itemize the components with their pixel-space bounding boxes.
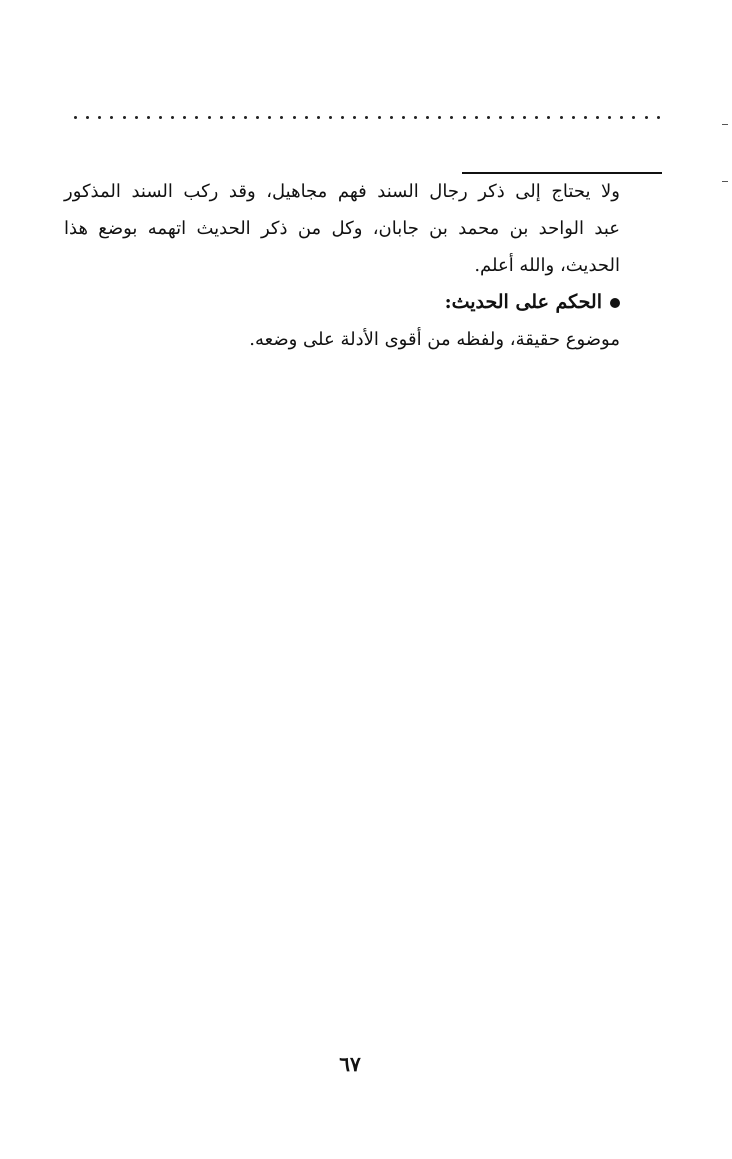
edge-mark <box>722 124 728 125</box>
separator-dot <box>232 116 235 119</box>
separator-dot <box>426 116 429 119</box>
text-line-2: عبد الواحد بن محمد بن جابان، وكل من ذكر الحديث اتهمه بوضع هذا <box>64 218 620 239</box>
separator-dot <box>86 116 89 119</box>
separator-dot <box>183 116 186 119</box>
separator-dot <box>208 116 211 119</box>
separator-dot <box>98 116 101 119</box>
separator-dot <box>608 116 611 119</box>
separator-dot <box>499 116 502 119</box>
separator-dot <box>632 116 635 119</box>
separator-dot <box>596 116 599 119</box>
separator-dot <box>584 116 587 119</box>
page-number: ٦٧ <box>339 1052 361 1076</box>
separator-dot <box>74 116 77 119</box>
separator-dot <box>171 116 174 119</box>
separator-dot <box>341 116 344 119</box>
separator-dot <box>572 116 575 119</box>
separator-dot <box>135 116 138 119</box>
section-heading <box>64 284 620 321</box>
separator-dot <box>523 116 526 119</box>
edge-mark <box>722 181 728 182</box>
separator-dot <box>487 116 490 119</box>
separator-dot <box>657 116 660 119</box>
text-line-3: الحديث، والله أعلم. <box>474 255 620 276</box>
separator-dot <box>353 116 356 119</box>
separator-dot <box>463 116 466 119</box>
separator-dot <box>123 116 126 119</box>
separator-dot <box>547 116 550 119</box>
separator-dot <box>450 116 453 119</box>
separator-dot <box>620 116 623 119</box>
separator-dot <box>329 116 332 119</box>
separator-dot <box>147 116 150 119</box>
separator-dot <box>414 116 417 119</box>
page-body <box>64 173 620 358</box>
ruling-text: موضوع حقيقة، ولفظه من أقوى الأدلة على وضعه. <box>249 329 620 350</box>
separator-dot <box>475 116 478 119</box>
separator-dot <box>195 116 198 119</box>
text-line-1: ولا يحتاج إلى ذكر رجال السند فهم مجاهيل، وقد ركب السند المذكور <box>64 181 620 202</box>
separator-dot <box>560 116 563 119</box>
section-heading-text: الحكم على الحديث: <box>444 291 602 313</box>
separator-dot <box>159 116 162 119</box>
separator-dot <box>268 116 271 119</box>
separator-dot <box>110 116 113 119</box>
separator-dot <box>402 116 405 119</box>
separator-dot <box>293 116 296 119</box>
bullet-icon <box>610 298 620 308</box>
separator-dot <box>645 116 648 119</box>
separator-dot <box>535 116 538 119</box>
separator-dot <box>256 116 259 119</box>
separator-dot <box>280 116 283 119</box>
separator-dot <box>317 116 320 119</box>
separator-dot <box>220 116 223 119</box>
separator-dot <box>378 116 381 119</box>
separator-dot <box>305 116 308 119</box>
separator-dot <box>244 116 247 119</box>
separator-dot <box>511 116 514 119</box>
dotted-separator <box>74 111 660 123</box>
separator-dot <box>390 116 393 119</box>
separator-dot <box>438 116 441 119</box>
separator-dot <box>365 116 368 119</box>
